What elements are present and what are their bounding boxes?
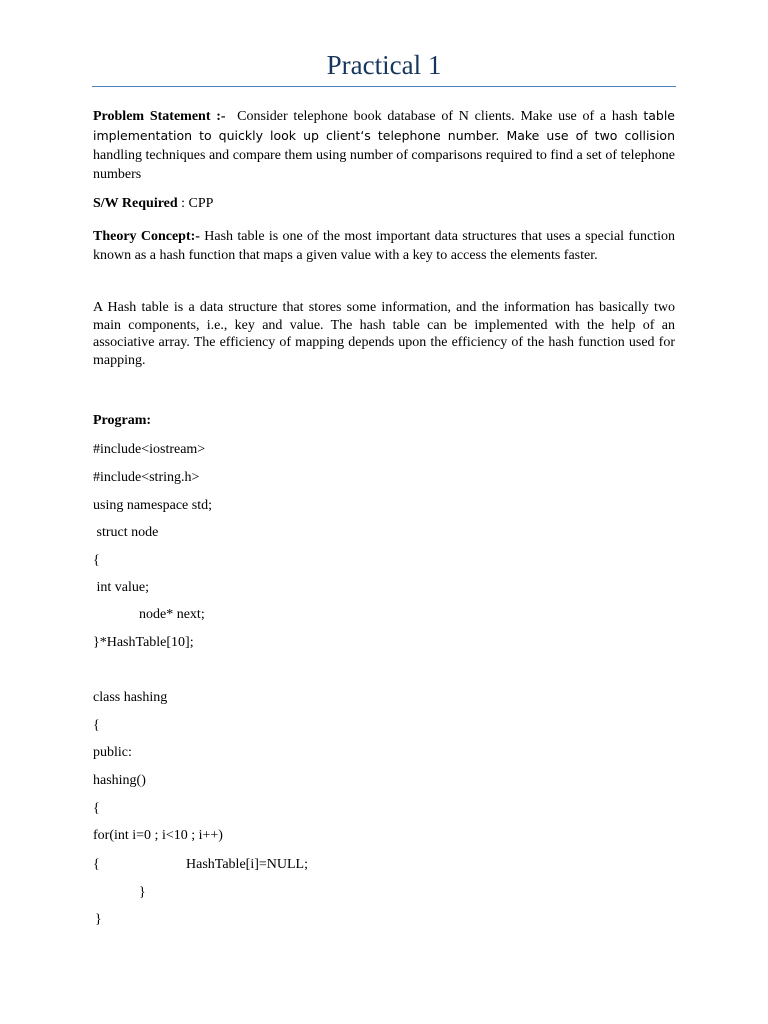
sw-required	[93, 194, 675, 213]
code-line: struct node	[93, 525, 159, 540]
code-line: for(int i=0 ; i<10 ; i++)	[93, 828, 223, 843]
theory-concept-label: Theory Concept:-	[93, 229, 200, 244]
page-title: Practical 1	[326, 50, 442, 80]
code-line: }	[139, 885, 146, 900]
code-line: HashTable[i]=NULL;	[186, 857, 308, 872]
theory-concept-text: Hash table is one of the most important data structures that uses a special function known as a hash function that maps a given value with a key to access the elements faster.	[93, 229, 676, 263]
code-line: {	[93, 801, 100, 816]
code-line: int value;	[93, 580, 149, 595]
sw-required-label: S/W Required	[93, 196, 178, 211]
code-line: }	[95, 912, 102, 927]
theory-concept	[93, 227, 675, 265]
code-line: }*HashTable[10];	[93, 635, 194, 650]
problem-text-a: Consider telephone book database of N clients. Make use of a hash	[237, 109, 638, 124]
code-line: using namespace std;	[93, 498, 212, 513]
code-line: node* next;	[139, 607, 205, 622]
code-line: class hashing	[93, 690, 168, 705]
sw-required-value: : CPP	[181, 196, 214, 211]
problem-text-c: handling techniques and compare them using number of comparisons required to find a set of telephone numbers	[93, 148, 675, 182]
code-line: {	[93, 718, 100, 733]
problem-statement-label: Problem Statement :-	[93, 109, 226, 124]
code-line: hashing()	[93, 773, 146, 788]
code-line: public:	[93, 745, 132, 760]
code-line: {	[93, 553, 100, 568]
hash-table-paragraph: A Hash table is a data structure that stores some information, and the information has basically two main components, i.e., key and value. The hash table can be implemented with the help of an associative array. The efficiency of mapping depends upon the efficiency of the hash function used for mapping.	[93, 300, 675, 368]
problem-text-b: table implementation to quickly look up client‘s telephone number. Make use of two collision	[93, 108, 676, 143]
code-line: {	[93, 857, 100, 872]
code-line: #include<iostream>	[93, 442, 206, 457]
program-heading: Program:	[93, 413, 152, 428]
code-line: #include<string.h>	[93, 470, 200, 485]
problem-statement	[93, 106, 675, 184]
title-underline	[92, 86, 676, 87]
